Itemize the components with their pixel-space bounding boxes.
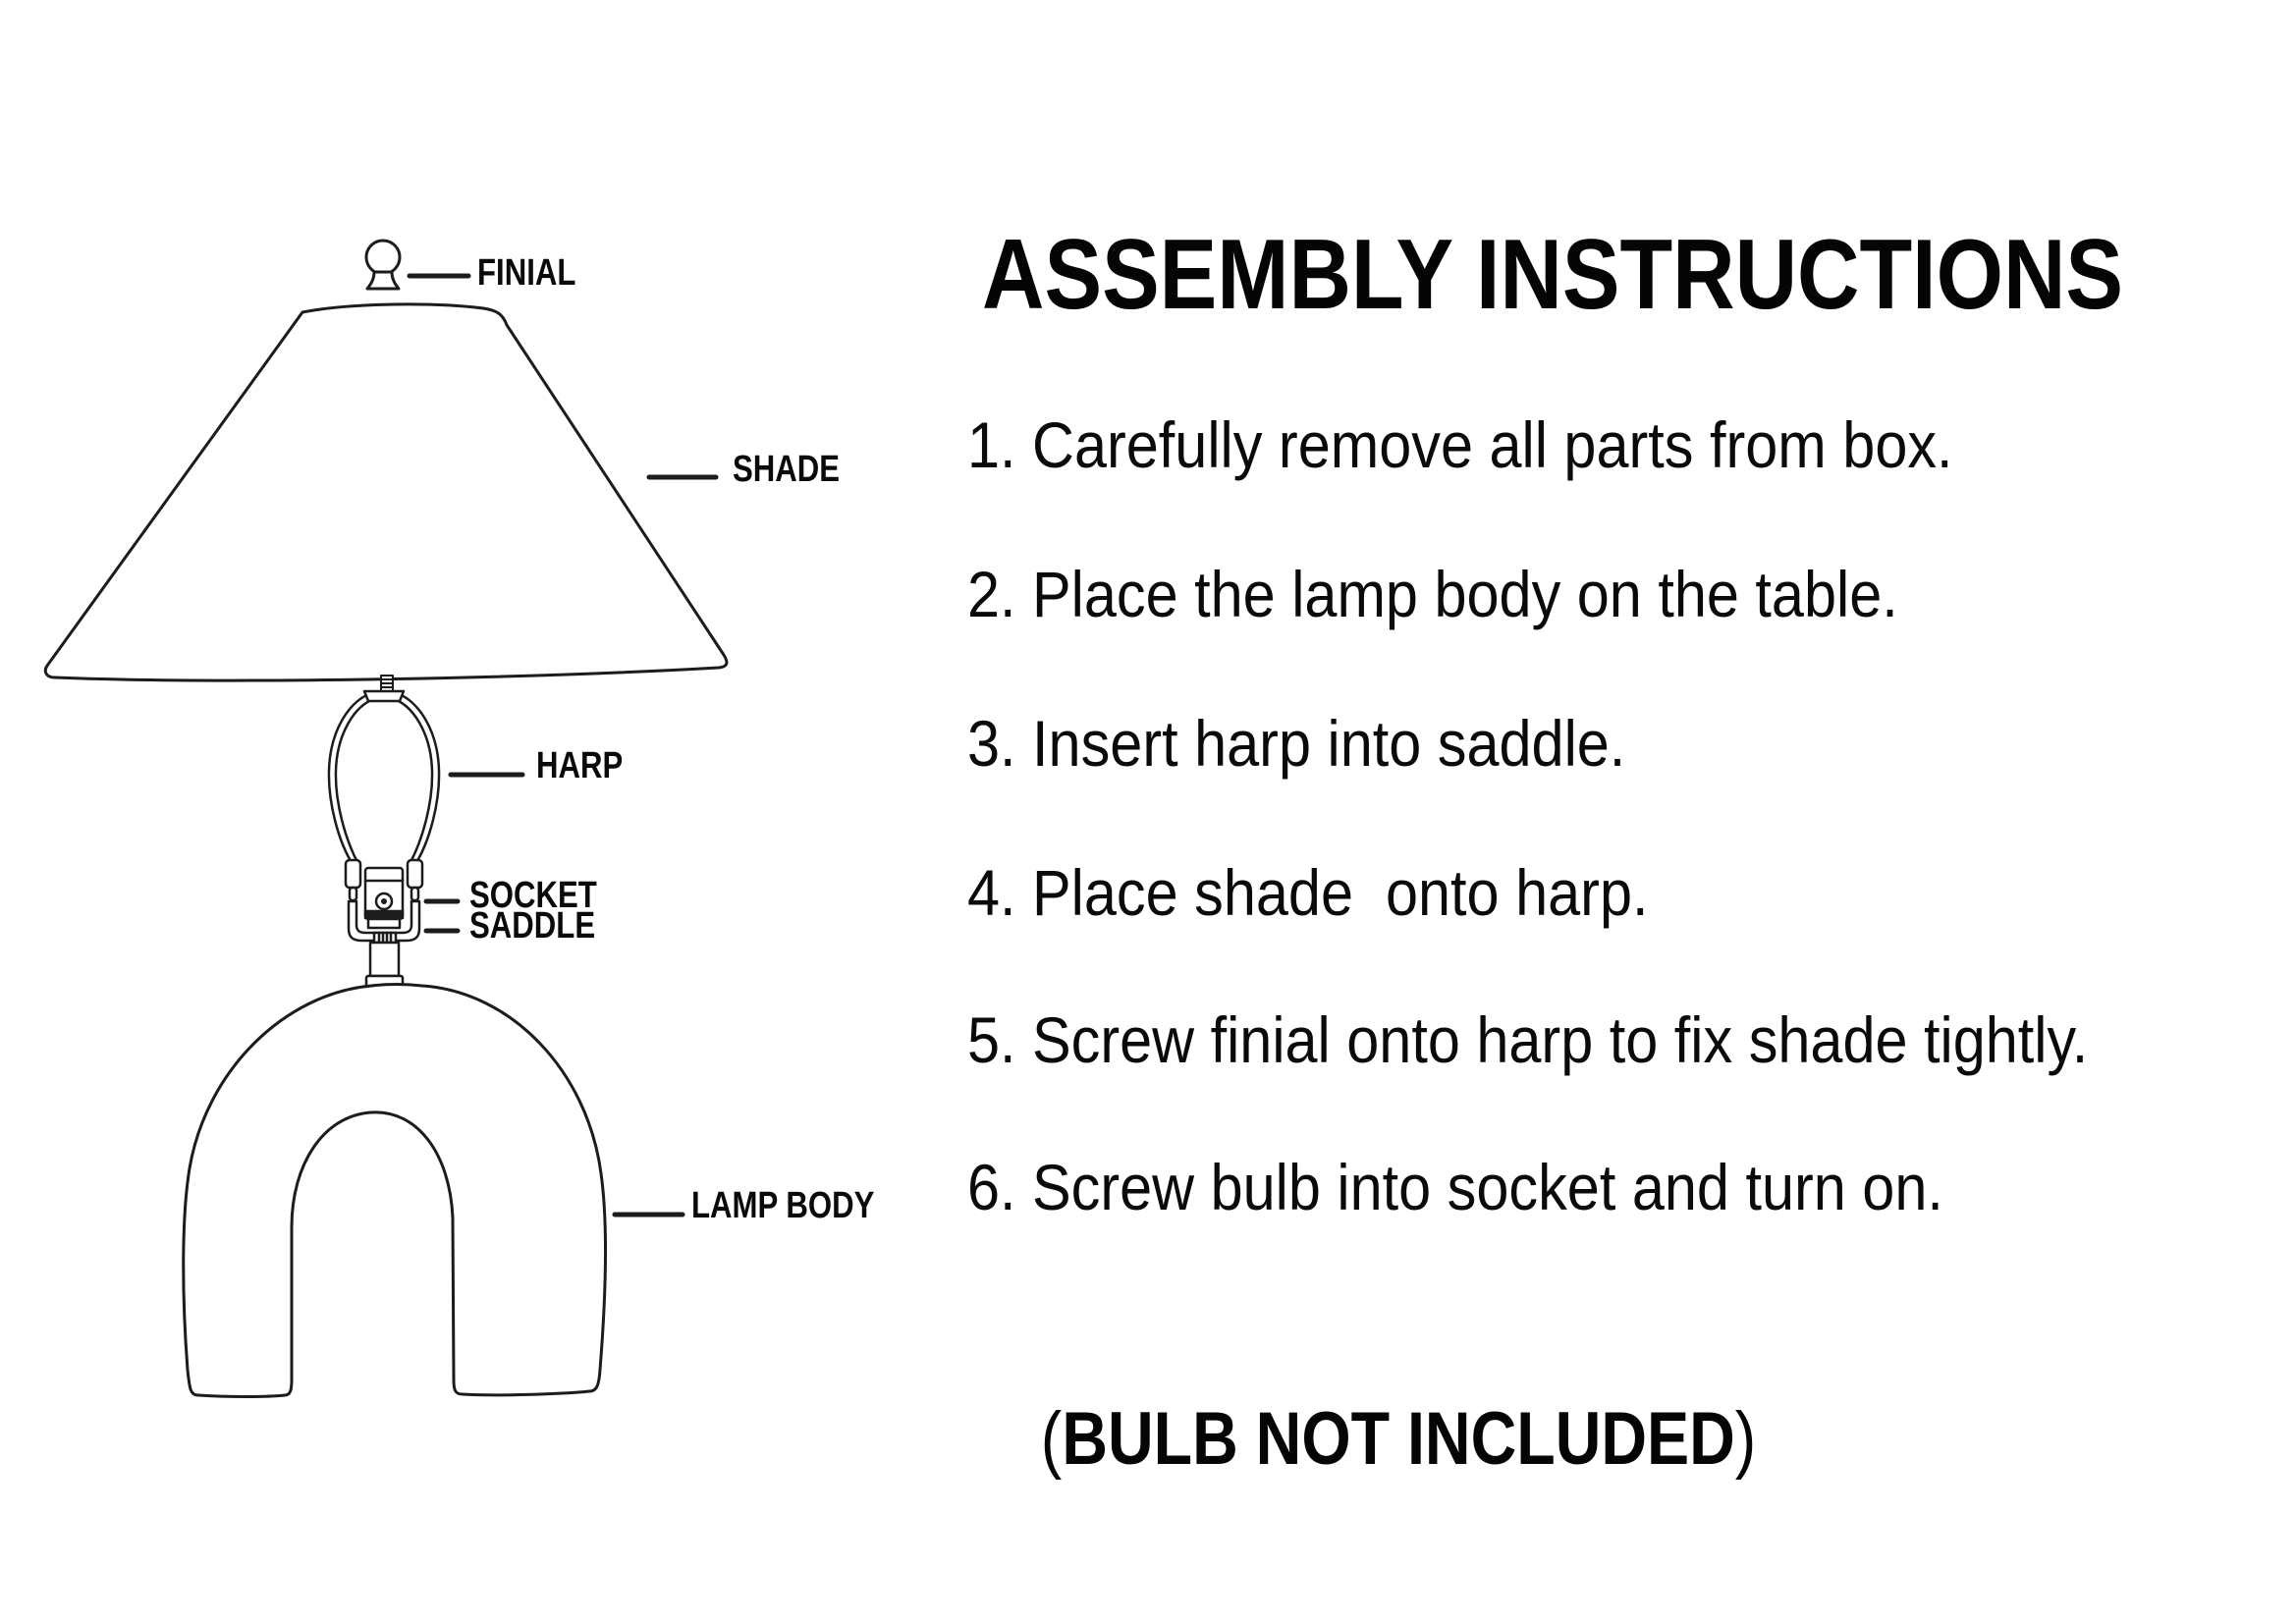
instruction-step-3: 3. Insert harp into saddle. xyxy=(967,707,1626,780)
harp-screw-drawing xyxy=(381,676,393,691)
instruction-step-4: 4. Place shade onto harp. xyxy=(967,856,1649,929)
finial-label: FINIAL xyxy=(477,252,576,294)
shade-label: SHADE xyxy=(733,449,841,490)
note-open-paren: ( xyxy=(1040,1397,1063,1481)
socket-label: SOCKET xyxy=(469,875,597,916)
instruction-step-6: 6. Screw bulb into socket and turn on. xyxy=(967,1151,1943,1223)
note-close-paren: ) xyxy=(1734,1397,1757,1481)
socket-drawing xyxy=(365,868,403,928)
lamp-body-label: LAMP BODY xyxy=(691,1185,875,1226)
page-title: ASSEMBLY INSTRUCTIONS xyxy=(982,220,2124,330)
instruction-step-5: 5. Screw finial onto harp to fix shade tightly. xyxy=(967,1003,2089,1076)
instruction-step-1: 1. Carefully remove all parts from box. xyxy=(967,408,1953,481)
lamp-body-drawing xyxy=(184,985,606,1397)
instruction-step-2: 2. Place the lamp body on the table. xyxy=(967,558,1898,630)
harp-label: HARP xyxy=(536,745,624,786)
finial-drawing xyxy=(366,241,400,289)
saddle-label: SADDLE xyxy=(469,905,596,947)
bulb-not-included-note xyxy=(970,1327,1756,1551)
lamp-diagram xyxy=(0,0,943,1532)
shade-drawing xyxy=(45,304,727,680)
note-text: BULB NOT INCLUDED xyxy=(1062,1397,1735,1481)
